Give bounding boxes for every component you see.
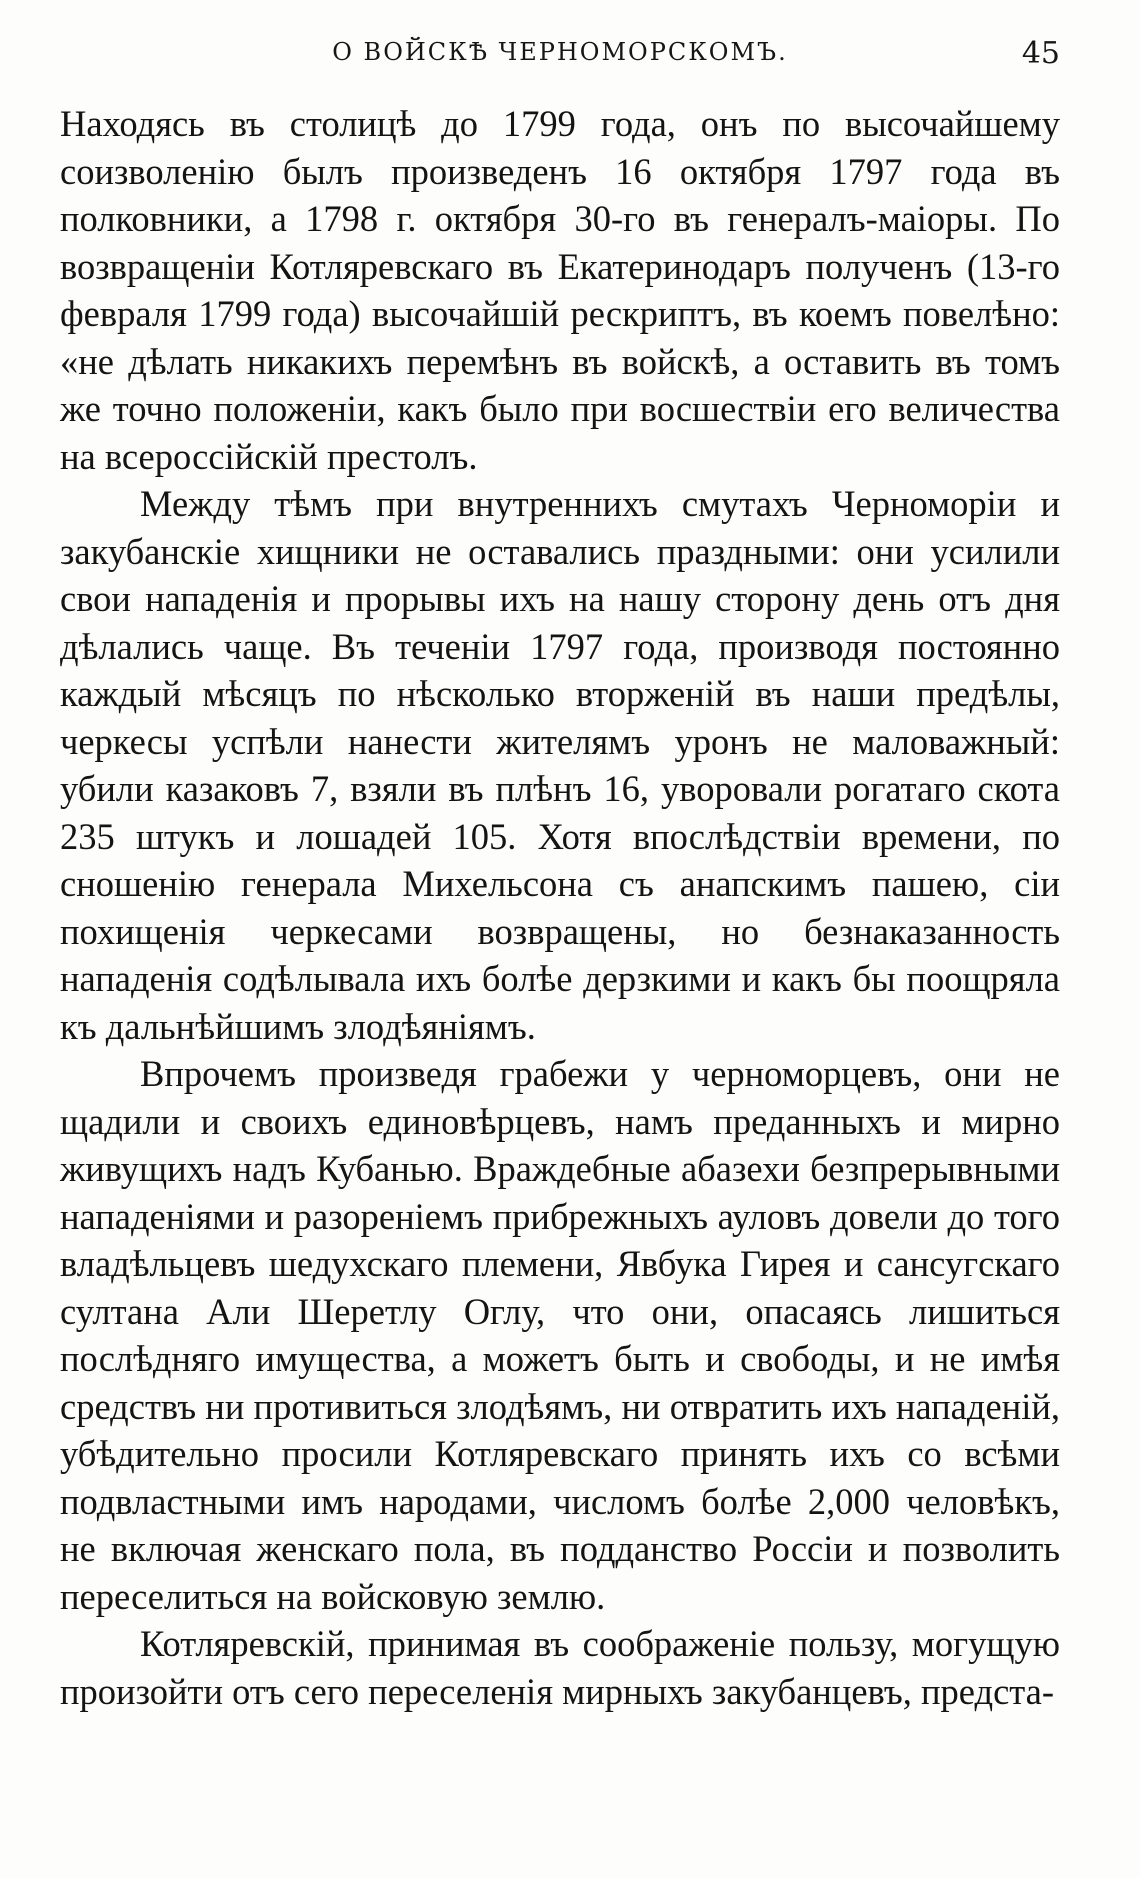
page-number: 45: [1021, 36, 1060, 71]
paragraph: Находясь въ столицѣ до 1799 года, онъ по высочайшему соизволенію былъ произведенъ 16 октября 1797 года въ полковники, а 1798 г. октября 30-го въ генералъ-маіоры. По возвращеніи Котляревскаго въ Екатеринодаръ полученъ (13-го февраля 1799 года) высочайшій рескриптъ, въ коемъ повелѣно: «не дѣлать никакихъ перемѣнъ въ войскѣ, а оставить въ томъ же точно положеніи, какъ было при восшествіи его величества на всероссійскій престолъ.: [60, 103, 1060, 477]
paragraph: Котляревскій, принимая въ соображеніе пользу, могущую произойти отъ сего переселенія мирныхъ закубанцевъ, предста-: [60, 1623, 1060, 1712]
paragraph: Между тѣмъ при внутреннихъ смутахъ Черноморіи и закубанскіе хищники не оставались праздными: они усилили свои нападенія и прорывы ихъ на нашу сторону день отъ дня дѣлались чаще. Въ теченіи 1797 года, производя постоянно каждый мѣсяцъ по нѣсколько вторженій въ наши предѣлы, черкесы успѣли нанести жителямъ уронъ не маловажный: убили казаковъ 7, взяли въ плѣнъ 16, уворовали рогатаго скота 235 штукъ и лошадей 105. Хотя впослѣдствіи времени, по сношенію генерала Михельсона съ анапскимъ пашею, сіи похищенія черкесами возвращены, но безнаказанность нападенія содѣлывала ихъ болѣе дерзкими и какъ бы поощряла къ дальнѣйшимъ злодѣяніямъ.: [60, 483, 1060, 1047]
running-title: О ВОЙСКѢ ЧЕРНОМОРСКОМЪ.: [332, 38, 788, 66]
body-text: [60, 100, 1060, 1715]
page-header: [60, 38, 1060, 78]
paragraph: Впрочемъ произведя грабежи у черноморцевъ, они не щадили и своихъ единовѣрцевъ, намъ преданныхъ и мирно живущихъ надъ Кубанью. Враждебные абазехи безпрерывными нападеніями и разореніемъ прибрежныхъ ауловъ довели до того владѣльцевъ шедухскаго племени, Явбука Гирея и сансугскаго султана Али Шеретлу Оглу, что они, опасаясь лишиться послѣдняго имущества, а можетъ быть и свободы, и не имѣя средствъ ни противиться злодѣямъ, ни отвратить ихъ нападеній, убѣдительно просили Котляревскаго принять ихъ со всѣми подвластными имъ народами, числомъ болѣе 2,000 человѣкъ, не включая женскаго пола, въ подданство Россіи и позволить переселиться на войсковую землю.: [60, 1053, 1060, 1617]
